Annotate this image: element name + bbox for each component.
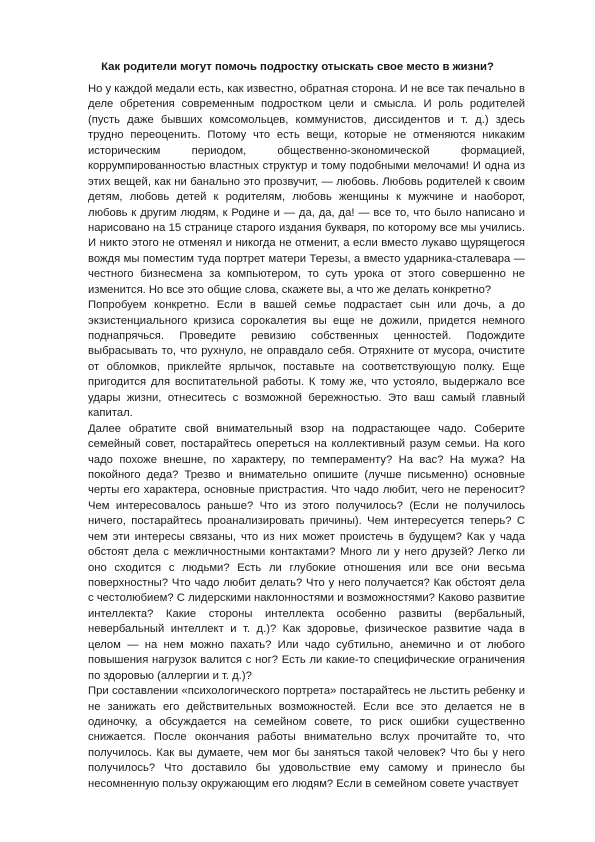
document-body bbox=[88, 82, 525, 792]
paragraph: Попробуем конкретно. Если в вашей семье подрастает сын или дочь, а до экзистенциального кризиса сорокалетия вы еще не дожили, придется немного поднапрячься. Проведите ревизию собственных ценностей. Подождите выбрасывать то, что рухнуло, не оправдало себя. Отряхните от мусора, очистите от обломков, приклейте ярлычок, поставьте на соответствующую полку. Еще пригодится для воспитательной работы. К тому же, что устояло, выдержало все удары жизни, отнеситесь с возможной бережностью. Это ваш самый главный капитал. bbox=[88, 299, 525, 420]
paragraph: При составлении «психологического портрета» постарайтесь не льстить ребенку и не занижать его действительных возможностей. Если все это делается не в одиночку, а обсуждается на семейном совете, то риск ошибки существенно снижается. После окончания работы внимательно вслух прочитайте то, что получилось. Как вы думаете, чем мог бы заняться такой человек? Что бы у него получилось? Что доставило бы удовольствие ему самому и принесло бы несомненную пользу окружающим его людям? Если в семейном совете участвует bbox=[88, 685, 525, 790]
paragraph: Далее обратите свой внимательный взор на подрастающее чадо. Соберите семейный совет, постарайтесь опереться на коллективный разум семьи. На кого чадо похоже внешне, по характеру, по темпераменту? На вас? На мужа? На покойного деда? Трезво и внимательно опишите (лучше письменно) основные черты его характера, основные пристрастия. Что чадо любит, чего не переносит? Чем интересовалось раньше? Что из этого получилось? (Если не получилось ничего, постарайтесь проанализировать причины). Чем интересуется теперь? С чем эти интересы связаны, что из них может проистечь в будущем? Как у чада обстоят дела с межличностными контактами? Много ли у него друзей? Легко ли оно сходится с людьми? Есть ли глубокие отношения или все они весьма поверхностны? Что чадо любит делать? Что у него получается? Как обстоят дела с честолюбием? С лидерскими наклонностями и возможностями? Каково развитие интеллекта? Какие стороны интеллекта особенно развиты (вербальный, невербальный интеллект и т. д.)? Как здоровье, физическое развитие чада в целом — на нем можно пахать? Или чадо субтильно, анемично и от любого повышения нагрузок валится с ног? Есть ли какие-то специфические ограничения по здоровью (аллергии и т. д.)? bbox=[88, 422, 525, 682]
document-title: Как родители могут помочь подростку отыскать свое место в жизни? bbox=[101, 61, 494, 73]
paragraph: Но у каждой медали есть, как известно, обратная сторона. И не все так печально в деле обретения современным подростком цели и смысла. И роль родителей (пусть даже бывших комсомольцев, коммунистов, диссидентов и т. д.) здесь трудно переоценить. Потому что есть вещи, которые не отменяются никаким историческим периодом, общественно-экономической формацией, коррумпированностью властных структур и тому подобными мелочами! И одна из этих вещей, как ни банально это прозвучит, — любовь. Любовь родителей к своим детям, любовь детей к родителям, любовь женщины к мужчине и наоборот, любовь к другим людям, к Родине и — да, да, да! — все то, что было написано и нарисовано на 15 странице старого издания букваря, по которому все мы учились. И никто этого не отменял и никогда не отменит, а если вместо лукаво щурящегося вождя мы поместим туда портрет матери Терезы, а вместо ударника-сталевара — честного бизнесмена за компьютером, то суть урока от этого совершенно не изменится. Но все это общие слова, скажете вы, а что же делать конкретно? bbox=[88, 83, 525, 296]
